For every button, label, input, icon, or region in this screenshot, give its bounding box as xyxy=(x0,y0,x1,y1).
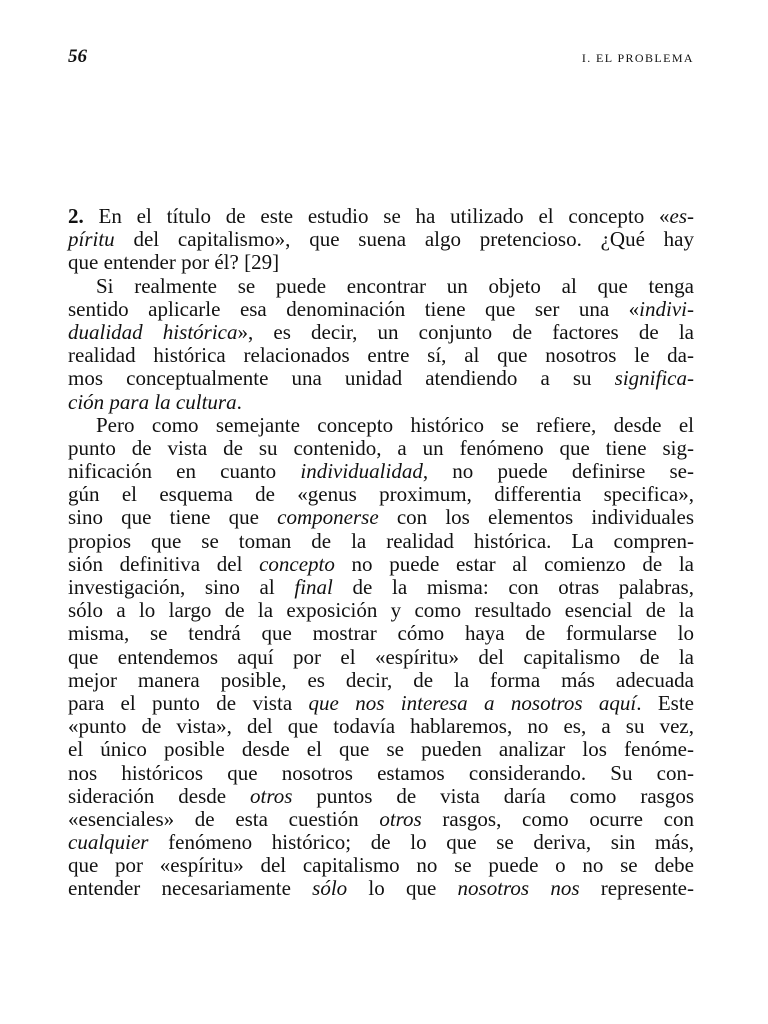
text-line xyxy=(68,576,694,599)
text-run: En el título de este estudio se ha utilizado el concepto « xyxy=(83,204,670,228)
text-run: . Este xyxy=(636,690,695,715)
text-run: que entender por él? [29] xyxy=(68,250,280,275)
text-run: «punto de vista», del que todavía hablaremos, no es, a su vez, xyxy=(68,714,694,739)
text-run: puntos de vista daría como rasgos xyxy=(292,783,694,808)
text-run: . xyxy=(236,389,242,414)
body-text xyxy=(68,205,694,901)
text-line xyxy=(68,251,694,274)
text-line xyxy=(68,692,694,715)
text-run: misma, se tendrá que mostrar cómo haya de formularse lo xyxy=(68,621,694,646)
text-run: investigación, sino al xyxy=(68,575,295,599)
text-run: mos conceptualmente una unidad atendiendo a su xyxy=(68,366,615,391)
text-line xyxy=(68,367,694,390)
text-line xyxy=(68,506,694,529)
italic-text: que nos interesa a nosotros aquí xyxy=(308,690,637,715)
text-run: nificación en cuanto xyxy=(68,459,301,484)
text-run: gún el esquema de «genus proximum, differentia specifica», xyxy=(68,482,694,507)
italic-text: nosotros nos xyxy=(457,876,580,901)
italic-text: ción para la cultura xyxy=(68,389,237,414)
text-run: el único posible desde el que se pueden analizar los fenóme- xyxy=(68,737,694,762)
italic-text: indivi- xyxy=(639,296,694,321)
text-run: que entendemos aquí por el «espíritu» del capitalismo de la xyxy=(68,644,694,669)
italic-text: otros xyxy=(250,783,293,808)
text-line xyxy=(68,669,694,692)
text-line xyxy=(68,414,694,437)
text-line xyxy=(68,553,694,576)
text-run: », es decir, un conjunto de factores de la xyxy=(237,319,694,344)
text-run: sión definitiva del xyxy=(68,551,260,576)
text-line xyxy=(68,460,694,483)
text-run: con los elementos individuales xyxy=(378,505,694,530)
text-run: lo que xyxy=(347,876,458,901)
text-run: propios que se toman de la realidad histórica. La compren- xyxy=(68,528,694,553)
text-run: «esenciales» de esta cuestión xyxy=(68,806,380,831)
text-run: sino que tiene que xyxy=(68,505,278,530)
text-line xyxy=(68,738,694,761)
text-line xyxy=(68,646,694,669)
italic-text: es- xyxy=(669,204,694,228)
text-line xyxy=(68,785,694,808)
text-run: Si realmente se puede encontrar un objeto al que tenga xyxy=(96,273,694,298)
italic-text: significa- xyxy=(614,366,694,391)
section-number: 2. xyxy=(68,204,84,228)
text-run: fenómeno histórico; de lo que se deriva, sin más, xyxy=(148,830,694,855)
italic-text: cualquier xyxy=(68,830,149,855)
text-line xyxy=(68,391,694,414)
text-line xyxy=(68,321,694,344)
italic-text: componerse xyxy=(277,505,379,530)
text-line xyxy=(68,483,694,506)
text-run: que por «espíritu» del capitalismo no se puede o no se debe xyxy=(68,853,694,878)
text-run: rasgos, como ocurre con xyxy=(421,806,694,831)
italic-text: dualidad histórica xyxy=(68,319,238,344)
text-line xyxy=(68,854,694,877)
italic-text: final xyxy=(294,575,333,599)
italic-text: píritu xyxy=(68,227,115,252)
text-line xyxy=(68,228,694,251)
text-run: entender necesariamente xyxy=(68,876,313,901)
text-run: , no puede definirse se- xyxy=(422,459,694,484)
chapter-title: I. EL PROBLEMA xyxy=(581,51,694,65)
text-line xyxy=(68,298,694,321)
italic-text: sólo xyxy=(312,876,348,901)
text-line xyxy=(68,599,694,622)
text-run: sólo a lo largo de la exposición y como resultado esencial de la xyxy=(68,598,694,623)
text-run: del capitalismo», que suena algo pretencioso. ¿Qué hay xyxy=(114,227,694,252)
text-line xyxy=(68,530,694,553)
text-run: sideración desde xyxy=(68,783,251,808)
text-run: realidad histórica relacionados entre sí, al que nosotros le da- xyxy=(68,343,694,368)
text-run: nos históricos que nosotros estamos considerando. Su con- xyxy=(68,760,694,785)
text-run: sentido aplicarle esa denominación tiene que ser una « xyxy=(68,296,640,321)
running-head xyxy=(68,46,694,70)
text-run: no puede estar al comienzo de la xyxy=(334,551,694,576)
text-line xyxy=(68,808,694,831)
text-line xyxy=(68,762,694,785)
text-line xyxy=(68,877,694,900)
text-run: mejor manera posible, es decir, de la forma más adecuada xyxy=(68,667,694,692)
text-line xyxy=(68,622,694,645)
text-line xyxy=(68,831,694,854)
italic-text: otros xyxy=(379,806,422,831)
text-run: represente- xyxy=(579,876,694,901)
text-run: Pero como semejante concepto histórico se refiere, desde el xyxy=(96,412,694,437)
text-run: para el punto de vista xyxy=(68,690,309,715)
text-line xyxy=(68,437,694,460)
text-run: punto de vista de su contenido, a un fenómeno que tiene sig- xyxy=(68,435,694,460)
text-run: de la misma: con otras palabras, xyxy=(332,575,694,599)
text-line xyxy=(68,205,694,228)
text-line xyxy=(68,344,694,367)
italic-text: individualidad xyxy=(300,459,423,484)
italic-text: concepto xyxy=(259,551,335,576)
page-number: 56 xyxy=(68,46,87,67)
text-line xyxy=(68,715,694,738)
text-line xyxy=(68,275,694,298)
